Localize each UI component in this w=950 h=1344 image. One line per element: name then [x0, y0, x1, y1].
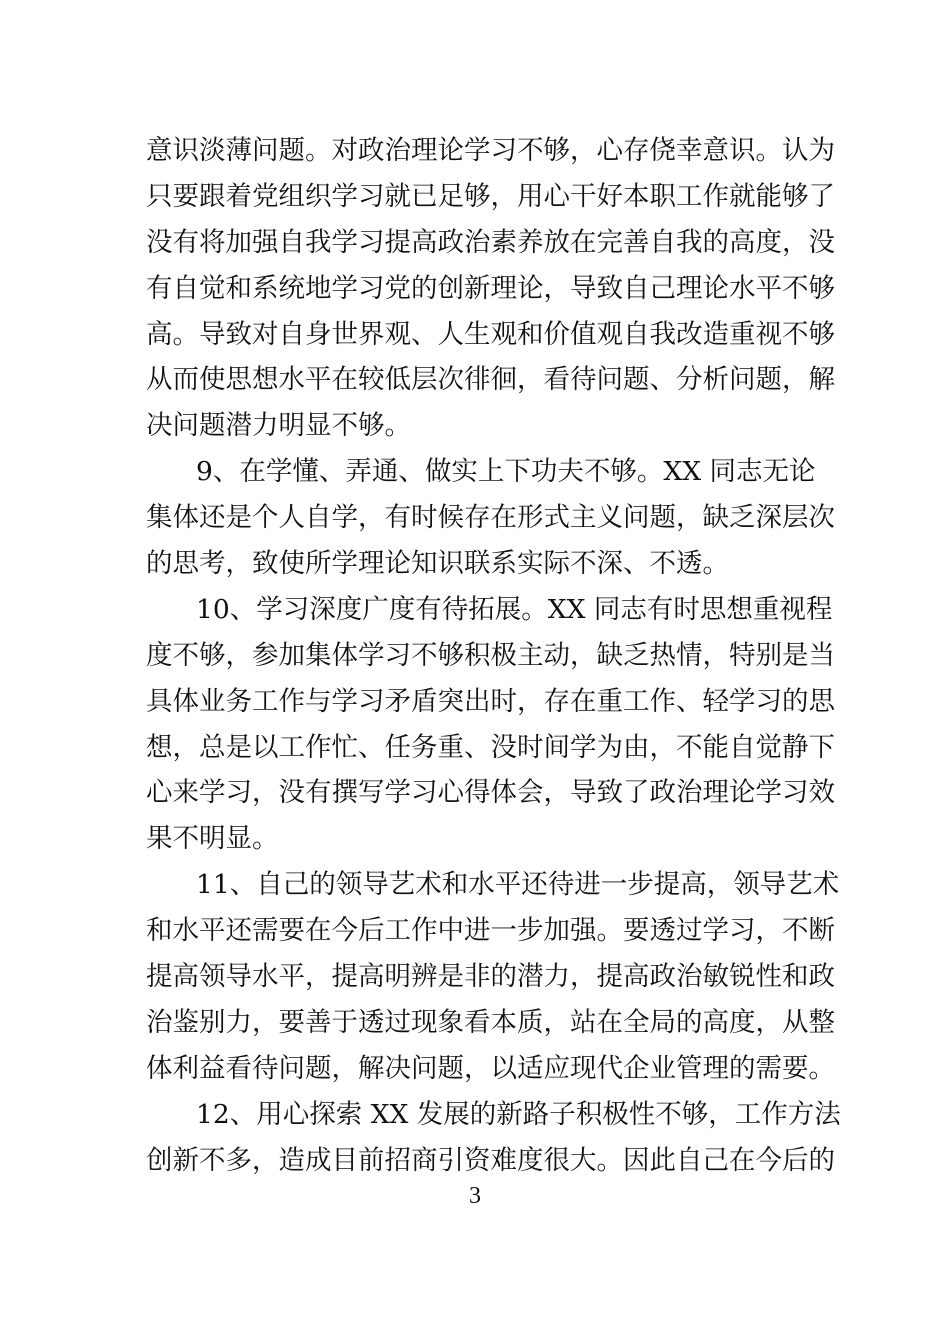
text-line: 意识淡薄问题。对政治理论学习不够，心存侥幸意识。认为 [146, 135, 835, 166]
text-line: 和水平还需要在今后工作中进一步加强。要透过学习，不断 [146, 915, 835, 946]
text-line: 决问题潜力明显不够。 [146, 410, 411, 441]
text-line: 没有将加强自我学习提高政治素养放在完善自我的高度，没 [146, 227, 835, 258]
text-line: 的思考，致使所学理论知识联系实际不深、不透。 [146, 548, 729, 579]
paragraph-10-first-line: 10、学习深度广度有待拓展。XX 同志有时思想重视程 [196, 594, 833, 625]
text-line: 具体业务工作与学习矛盾突出时，存在重工作、轻学习的思 [146, 686, 835, 717]
text-line: 提高领导水平，提高明辨是非的潜力，提高政治敏锐性和政 [146, 961, 835, 992]
text-line: 只要跟着党组织学习就已足够，用心干好本职工作就能够了 [146, 181, 835, 212]
text-line: 从而使思想水平在较低层次徘徊，看待问题、分析问题，解 [146, 364, 835, 395]
text-line: 创新不多，造成目前招商引资难度很大。因此自己在今后的 [146, 1145, 835, 1176]
text-line: 体利益看待问题，解决问题，以适应现代企业管理的需要。 [146, 1053, 835, 1084]
text-line: 果不明显。 [146, 823, 279, 854]
text-line: 有自觉和系统地学习党的创新理论，导致自己理论水平不够 [146, 273, 835, 304]
text-line: 度不够，参加集体学习不够积极主动，缺乏热情，特别是当 [146, 640, 835, 671]
text-line: 心来学习，没有撰写学习心得体会，导致了政治理论学习效 [146, 777, 835, 808]
paragraph-12-first-line: 12、用心探索 XX 发展的新路子积极性不够，工作方法 [196, 1099, 841, 1130]
text-line: 想，总是以工作忙、任务重、没时间学为由，不能自觉静下 [146, 732, 835, 763]
paragraph-11-first-line: 11、自己的领导艺术和水平还待进一步提高，领导艺术 [196, 869, 840, 900]
text-line: 高。导致对自身世界观、人生观和价值观自我改造重视不够 [146, 319, 835, 350]
paragraph-9-first-line: 9、在学懂、弄通、做实上下功夫不够。XX 同志无论 [196, 456, 816, 487]
text-line: 治鉴别力，要善于透过现象看本质，站在全局的高度，从整 [146, 1007, 835, 1038]
text-line: 集体还是个人自学，有时候存在形式主义问题，缺乏深层次 [146, 502, 835, 533]
page-number: 3 [469, 1183, 481, 1209]
